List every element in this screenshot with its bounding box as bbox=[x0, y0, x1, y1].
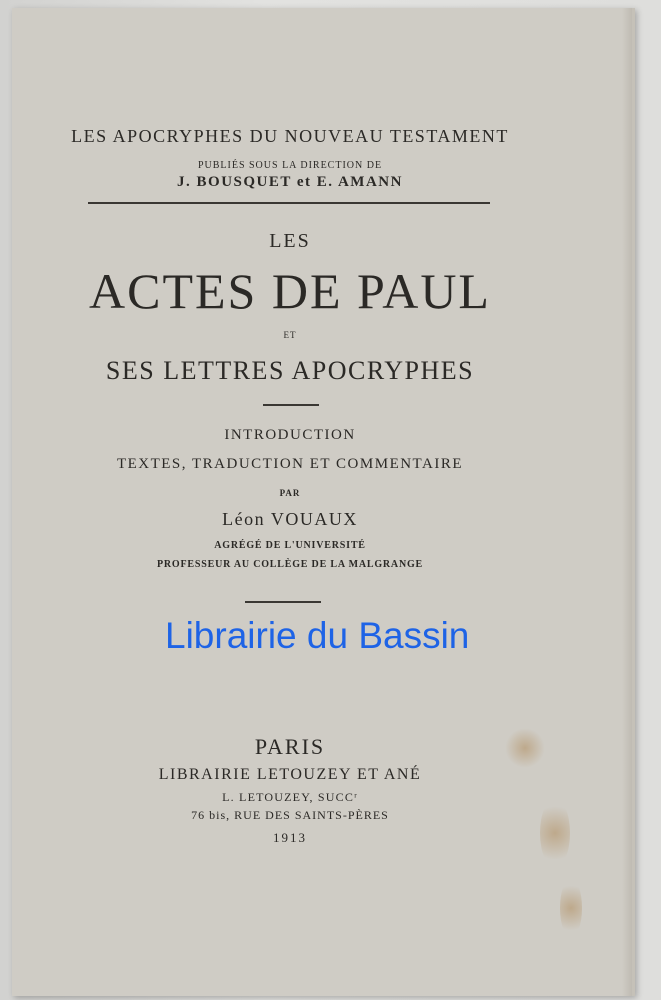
title-conjunction: ET bbox=[283, 330, 297, 340]
title-rule bbox=[263, 404, 319, 406]
author-rule bbox=[245, 601, 321, 603]
watermark-text: Librairie du Bassin bbox=[165, 615, 470, 656]
author-title-2: PROFESSEUR AU COLLÈGE DE LA MALGRANGE bbox=[156, 559, 424, 570]
publication-year: 1913 bbox=[273, 830, 307, 845]
title-article: LES bbox=[269, 230, 311, 252]
publisher-successor: L. LETOUZEY, SUCCʳ bbox=[222, 790, 358, 804]
author-name: Léon VOUAUX bbox=[222, 509, 358, 529]
header-rule bbox=[88, 202, 490, 204]
publication-city: PARIS bbox=[254, 734, 326, 759]
introduction-line: INTRODUCTION bbox=[224, 427, 356, 443]
published-under-line: PUBLIÉS SOUS LA DIRECTION DE bbox=[197, 160, 383, 171]
by-line: PAR bbox=[279, 488, 301, 498]
main-title: ACTES DE PAUL bbox=[89, 263, 491, 319]
publisher-address: 76 bis, RUE DES SAINTS-PÈRES bbox=[191, 808, 389, 822]
publisher-name: LIBRAIRIE LETOUZEY ET ANÉ bbox=[158, 766, 422, 783]
editors-line: J. BOUSQUET et E. AMANN bbox=[177, 174, 403, 190]
contents-line: TEXTES, TRADUCTION ET COMMENTAIRE bbox=[116, 456, 464, 472]
author-title-1: AGRÉGÉ DE L'UNIVERSITÉ bbox=[214, 540, 366, 551]
series-title: LES APOCRYPHES DU NOUVEAU TESTAMENT bbox=[71, 126, 509, 146]
subtitle: SES LETTRES APOCRYPHES bbox=[105, 356, 475, 385]
